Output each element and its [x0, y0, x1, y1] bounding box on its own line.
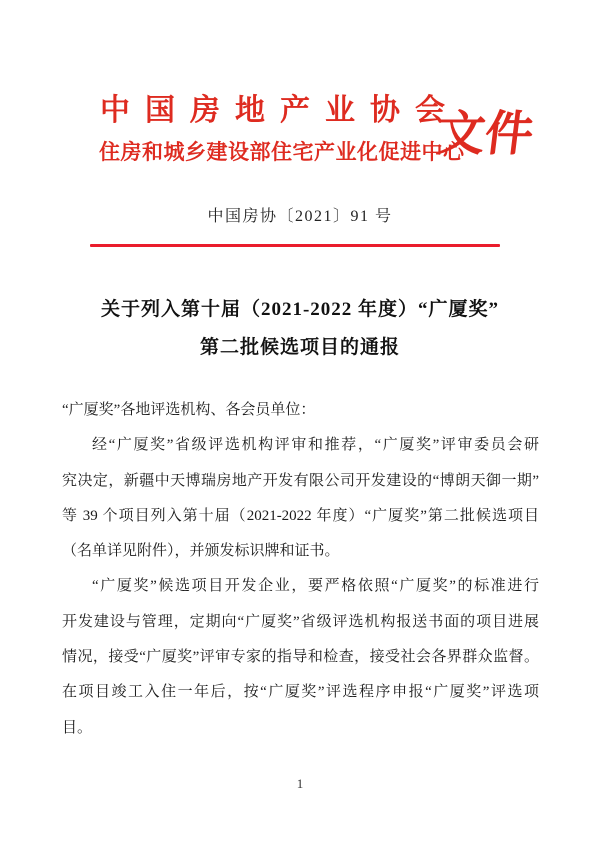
body-line: 情况，接受“广厦奖”评审专家的指导和检查，接受社会各界群众监督。 [62, 649, 539, 666]
title-line-1: 关于列入第十届（2021-2022 年度）“广厦奖” [100, 299, 500, 320]
page-number: 1 [296, 776, 304, 791]
document-body [62, 393, 539, 746]
salutation-line: “广厦奖”各地评选机构、各会员单位： [62, 402, 316, 418]
document-word: 文件 [433, 108, 537, 161]
body-line: 究决定，新疆中天博瑞房地产开发有限公司开发建设的“博朗天御一期” [62, 472, 539, 489]
body-line: “广厦奖”候选项目开发企业，要严格依照“广厦奖”的标准进行 [92, 578, 539, 595]
title-line-2: 第二批候选项目的通报 [199, 337, 400, 358]
org-name-secondary: 住房和城乡建设部住宅产业化促进中心 [99, 141, 465, 164]
document-number: 中国房协〔2021〕91 号 [207, 208, 393, 225]
body-line: 在项目竣工入住一年后，按“广厦奖”评选程序申报“广厦奖”评选项 [62, 684, 539, 701]
body-line: 目。 [62, 719, 93, 736]
body-line: 经“广厦奖”省级评选机构评审和推荐，“广厦奖”评审委员会研 [92, 437, 539, 454]
document-title [0, 291, 600, 367]
body-line: 开发建设与管理，定期向“广厦奖”省级评选机构报送书面的项目进展 [62, 613, 539, 630]
org-name-primary: 中国房地产业协会 [100, 94, 460, 127]
body-line: （名单详见附件），并颁发标识牌和证书。 [62, 543, 340, 560]
body-line: 等 39 个项目列入第十届（2021-2022 年度）“广厦奖”第二批候选项目 [62, 507, 539, 524]
red-separator-line [90, 244, 500, 247]
